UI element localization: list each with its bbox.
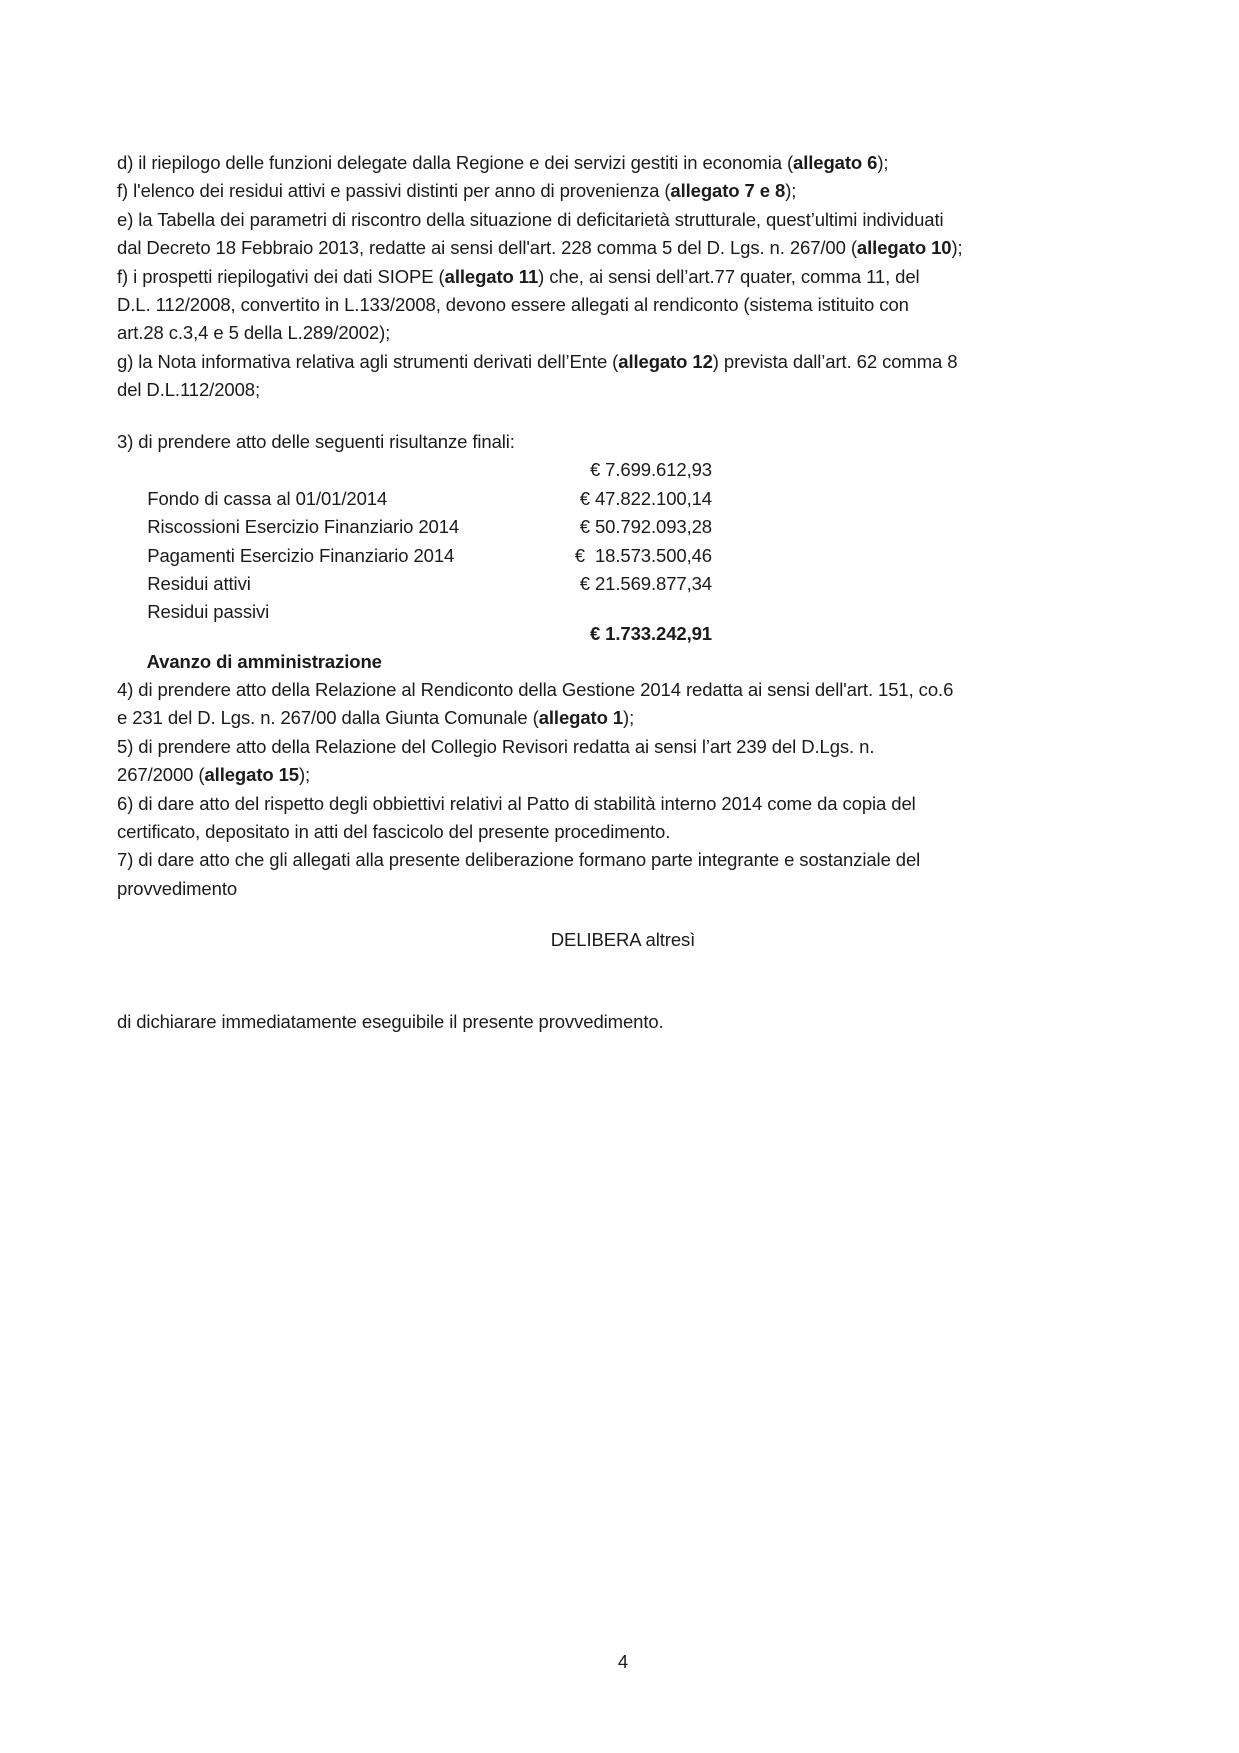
body-line [117, 761, 1129, 789]
result-amount: € 50.792.093,28 [579, 516, 712, 538]
result-row [117, 570, 1129, 623]
total-section [117, 620, 1129, 673]
result-amount: € 7.699.612,93 [589, 459, 712, 481]
line-text: dal Decreto 18 Febbraio 2013, redatte ai sensi dell'art. 228 comma 5 del D. Lgs. n. 267/00 ( [117, 237, 857, 259]
line-text: ); [623, 707, 635, 729]
line-bold-text: allegato 12 [618, 350, 713, 372]
line-text: art.28 c.3,4 e 5 della L.289/2002); [117, 322, 391, 344]
result-amount: € 21.569.877,34 [579, 572, 712, 594]
result-label: Fondo di cassa al 01/01/2014 [147, 487, 388, 509]
line-text: provvedimento [117, 877, 238, 899]
closing-line: di dichiarare immediatamente eseguibile il presente provvedimento. [117, 1011, 664, 1032]
body-line [117, 206, 1129, 234]
body-line [117, 177, 1129, 205]
result-label: Pagamenti Esercizio Finanziario 2014 [147, 544, 455, 566]
body-line [117, 319, 1129, 347]
result-label: Residui passivi [147, 601, 270, 623]
body-line [117, 376, 1129, 404]
line-bold-text: allegato 7 e 8 [670, 180, 786, 202]
body-line [117, 875, 1129, 903]
body-line [117, 704, 1129, 732]
line-text: ) prevista dall’art. 62 comma 8 [712, 350, 958, 372]
line-text: certificato, depositato in atti del fascicolo del presente procedimento. [117, 821, 671, 843]
paragraph-attachments [117, 149, 1129, 405]
results-section [117, 428, 1129, 623]
line-bold-text: allegato 10 [856, 237, 952, 259]
line-text: 7) di dare atto che gli allegati alla presente deliberazione formano parte integrante e sostanziale del [117, 849, 921, 871]
line-bold-text: allegato 15 [204, 764, 299, 786]
delibera-heading: DELIBERA altresì [550, 929, 696, 950]
line-text: 6) di dare atto del rispetto degli obbiettivi relativi al Patto di stabilità interno 2014 come da copia del [117, 792, 916, 814]
results-intro: 3) di prendere atto delle seguenti risultanze finali: [117, 431, 515, 452]
result-label: Riscossioni Esercizio Finanziario 2014 [147, 516, 460, 538]
result-amount: € 47.822.100,14 [579, 487, 712, 509]
line-bold-text: allegato 6 [793, 152, 878, 173]
line-text: f) l'elenco dei residui attivi e passivi distinti per anno di provenienza ( [117, 180, 671, 202]
body-line [117, 733, 1129, 761]
result-label: Residui attivi [147, 572, 251, 594]
body-line [117, 291, 1129, 319]
total-label: Avanzo di amministrazione [146, 651, 382, 673]
line-text: 267/2000 ( [117, 764, 205, 786]
line-bold-text: allegato 11 [444, 265, 539, 287]
line-text: g) la Nota informativa relativa agli strumenti derivati dell’Ente ( [117, 350, 619, 372]
body-line [117, 348, 1129, 376]
body-line [117, 676, 1129, 704]
total-amount: € 1.733.242,91 [589, 623, 712, 644]
line-text: del D.L.112/2008; [117, 379, 260, 401]
paragraph-resolutions [117, 676, 1129, 903]
line-text: d) il riepilogo delle funzioni delegate dalla Regione e dei servizi gestiti in economia ( [117, 152, 793, 173]
line-text: f) i prospetti riepilogativi dei dati SIOPE ( [117, 265, 445, 287]
body-line [117, 234, 1129, 262]
line-text: 5) di prendere atto della Relazione del Collegio Revisori redatta ai sensi l’art 239 del D.Lgs. n. [117, 735, 875, 757]
line-text: ); [299, 764, 311, 786]
total-row [117, 620, 1129, 673]
line-text: ); [877, 152, 889, 173]
page-number: 4 [617, 1651, 629, 1672]
line-text: e) la Tabella dei parametri di riscontro della situazione di deficitarietà strutturale, quest’ultimi individuati [117, 208, 944, 230]
line-text: ); [951, 237, 963, 259]
body-line [117, 846, 1129, 874]
body-line [117, 790, 1129, 818]
body-line [117, 263, 1129, 291]
body-line [117, 149, 1129, 177]
line-text: e 231 del D. Lgs. n. 267/00 dalla Giunta Comunale ( [117, 707, 539, 729]
line-text: ); [785, 180, 797, 202]
line-text: ) che, ai sensi dell’art.77 quater, comma 11, del [538, 265, 920, 287]
line-text: D.L. 112/2008, convertito in L.133/2008, devono essere allegati al rendiconto (sistema istituito con [117, 294, 909, 316]
line-bold-text: allegato 1 [538, 707, 624, 729]
result-amount: € 18.573.500,46 [574, 544, 712, 566]
line-text: 4) di prendere atto della Relazione al Rendiconto della Gestione 2014 redatta ai sensi dell'art. 151, co.6 [117, 679, 954, 700]
body-line [117, 818, 1129, 846]
